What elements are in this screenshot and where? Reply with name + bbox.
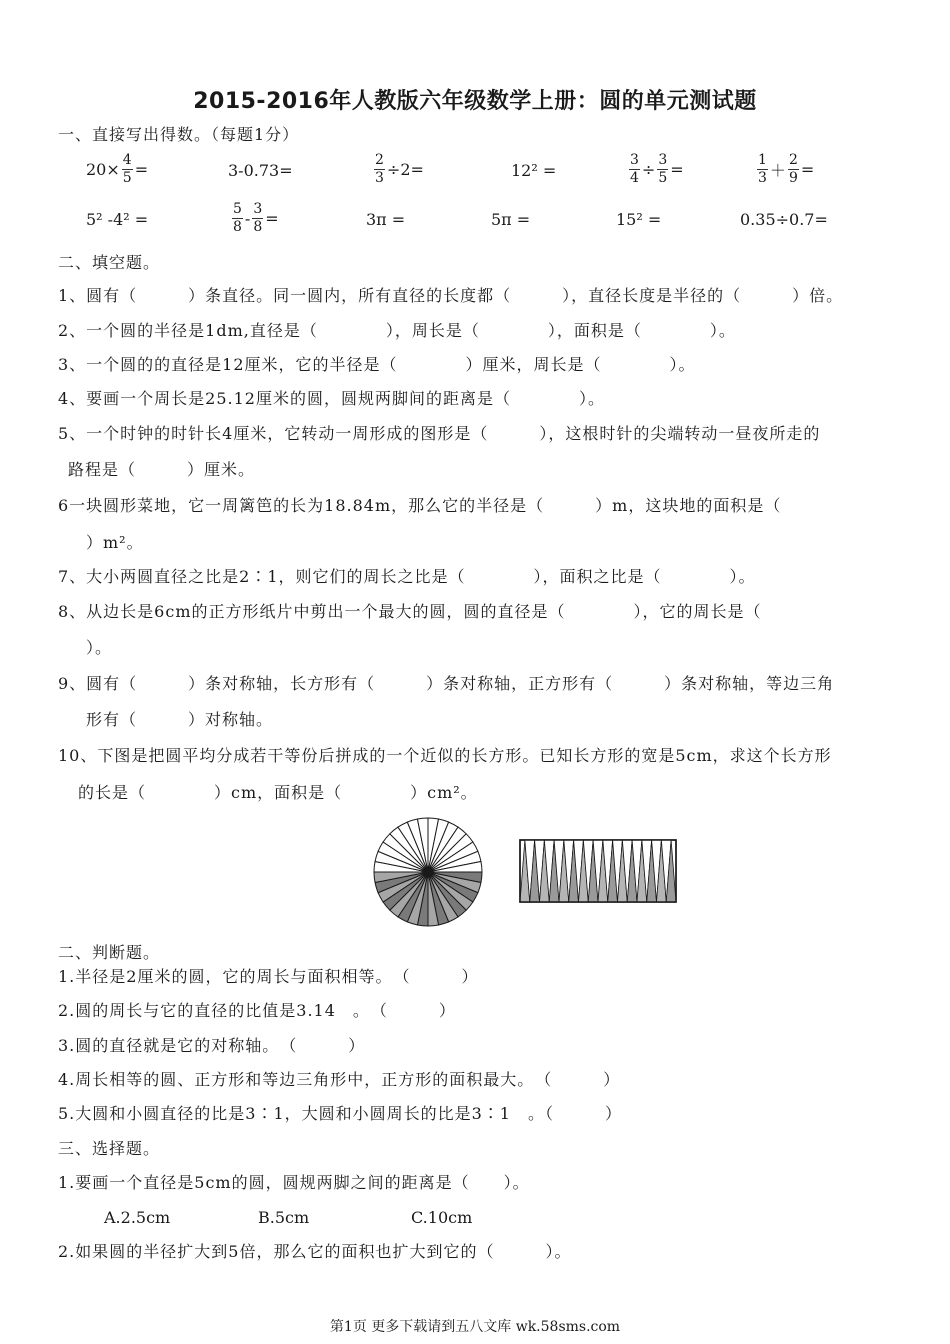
fill-question-4: 4、要画一个周长是25.12厘米的圆，圆规两脚间的距离是（ ）。 — [58, 389, 605, 408]
calc-r1-c3: $\frac{2}{3}$ ÷2= — [375, 152, 424, 186]
judge-question-1: 1.半径是2厘米的圆，它的周长与面积相等。 （ ） — [58, 967, 479, 986]
fill-question-9: 9、圆有（ ）条对称轴，长方形有（ ）条对称轴，正方形有（ ）条对称轴，等边三角 — [58, 674, 835, 693]
calc-r2-c5: 15² = — [616, 210, 662, 229]
fill-question-6-cont: ）m²。 — [86, 533, 144, 552]
calc-r1-c1: 20× $\frac{4}{5}$ = — [86, 152, 149, 186]
page-footer: 第1页 更多下载请到五八文库 wk.58sms.com — [329, 1319, 621, 1335]
page-title: 2015-2016年人教版六年级数学上册：圆的单元测试题 — [193, 89, 757, 114]
judge-question-5: 5.大圆和小圆直径的比是3∶1，大圆和小圆周长的比是3∶1 。（ ） — [58, 1104, 622, 1123]
choice-option-a: A.2.5cm — [104, 1208, 171, 1227]
calc-r2-c6: 0.35÷0.7= — [740, 210, 828, 229]
calc-r1-c5: $\frac{3}{4}$ ÷ $\frac{3}{5}$ = — [630, 152, 684, 186]
fill-question-10-cont: 的长是（ ）cm，面积是（ ）cm²。 — [78, 783, 478, 802]
calc-r1-c2: 3-0.73= — [228, 161, 293, 180]
calc-r2-c4: 5π = — [491, 210, 531, 229]
calc-r2-c3: 3π = — [366, 210, 406, 229]
choice-option-c: C.10cm — [411, 1208, 473, 1227]
calc-r2-c1: 5² -4² = — [86, 210, 149, 229]
fill-question-8: 8、从边长是6cm的正方形纸片中剪出一个最大的圆，圆的直径是（ ），它的周长是（ — [58, 602, 762, 621]
fill-question-7: 7、大小两圆直径之比是2∶1，则它们的周长之比是（ ），面积之比是（ ）。 — [58, 567, 756, 586]
approx-rectangle-figure — [518, 838, 678, 904]
fill-question-3: 3、一个圆的的直径是12厘米，它的半径是（ ）厘米，周长是（ ）。 — [58, 355, 696, 374]
judge-question-4: 4.周长相等的圆、正方形和等边三角形中，正方形的面积最大。 （ ） — [58, 1070, 621, 1089]
section3-heading: 二、判断题。 — [58, 943, 161, 962]
choice-question-1: 1.要画一个直径是5cm的圆，圆规两脚之间的距离是（ ）。 — [58, 1173, 530, 1192]
fill-question-2: 2、一个圆的半径是1dm,直径是（ ），周长是（ ），面积是（ ）。 — [58, 321, 736, 340]
divided-circle-figure — [370, 814, 486, 930]
choice-option-b: B.5cm — [258, 1208, 310, 1227]
section2-heading: 二、填空题。 — [58, 253, 161, 272]
fill-question-10: 10、下图是把圆平均分成若干等份后拼成的一个近似的长方形。已知长方形的宽是5cm，求这个长方形 — [58, 746, 832, 765]
fill-question-5-cont: 路程是（ ）厘米。 — [68, 460, 256, 479]
fill-question-9-cont: 形有（ ）对称轴。 — [86, 710, 274, 729]
fill-question-1: 1、圆有（ ）条直径。同一圆内，所有直径的长度都（ ），直径长度是半径的（ ）倍。 — [58, 286, 844, 305]
calc-r1-c4: 12² = — [511, 161, 557, 180]
fill-question-5: 5、一个时钟的时针长4厘米，它转动一周形成的图形是（ ），这根时针的尖端转动一昼夜所走的 — [58, 424, 821, 443]
section4-heading: 三、选择题。 — [58, 1139, 161, 1158]
calc-r2-c2: $\frac{5}{8}$ - $\frac{3}{8}$ = — [233, 201, 279, 235]
choice-question-2: 2.如果圆的半径扩大到5倍，那么它的面积也扩大到它的（ ）。 — [58, 1242, 572, 1261]
calc-r1-c6: $\frac{1}{3}$ ＋ $\frac{2}{9}$ = — [758, 152, 815, 186]
circle-center — [424, 868, 432, 876]
fill-question-6: 6一块圆形菜地，它一周篱笆的长为18.84m，那么它的半径是（ ）m，这块地的面积是（ — [58, 496, 782, 515]
fill-question-8-cont: ）。 — [86, 638, 113, 657]
section1-heading: 一、直接写出得数。（每题1分） — [58, 125, 300, 144]
judge-question-3: 3.圆的直径就是它的对称轴。 （ ） — [58, 1036, 366, 1055]
judge-question-2: 2.圆的周长与它的直径的比值是3.14 。 （ ） — [58, 1001, 456, 1020]
